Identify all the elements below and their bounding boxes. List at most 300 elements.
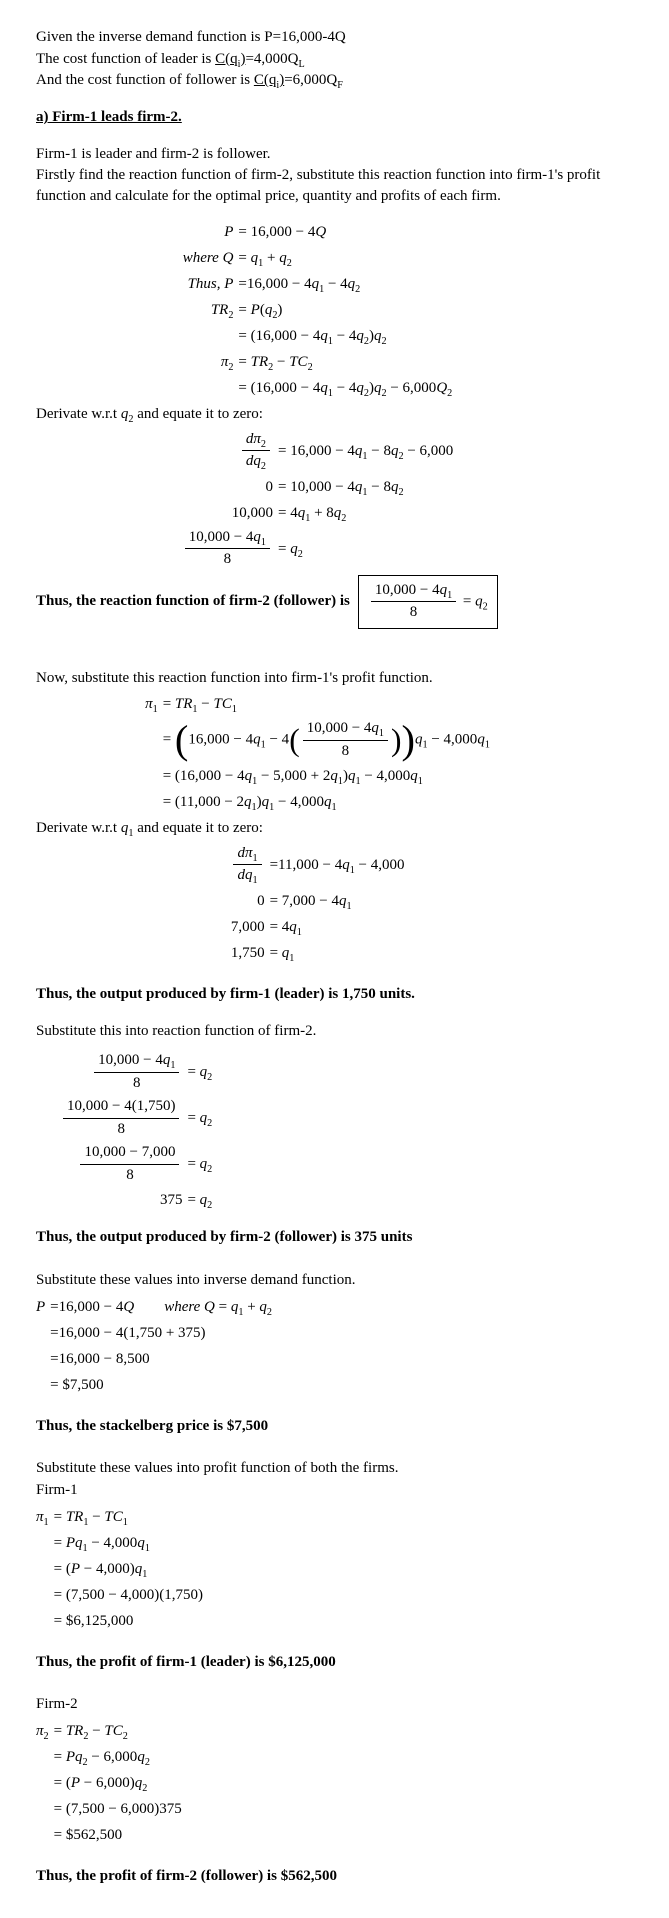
subscript: 2	[398, 486, 404, 498]
fraction-denominator	[242, 451, 270, 472]
text-run: − 4,000	[427, 731, 478, 748]
text-run: − 4	[265, 731, 290, 748]
spacer	[36, 1042, 635, 1046]
fraction-numerator	[94, 1051, 179, 1073]
subscript: 1	[305, 512, 311, 524]
subscript: 1	[260, 536, 266, 548]
fraction	[63, 1097, 179, 1139]
text-run: − 8	[367, 442, 391, 459]
italic-run: q	[230, 1298, 239, 1315]
text-run: =	[53, 1723, 66, 1740]
italic-run: q	[199, 1192, 208, 1209]
italic-run: Pq	[65, 1534, 83, 1551]
equation-lhs	[230, 914, 269, 940]
text-run: − 4,000)	[80, 1560, 135, 1577]
subscript: 1	[128, 828, 134, 840]
italic-run: π	[145, 696, 153, 713]
text-run: − 4,000	[360, 768, 411, 785]
subscript: F	[337, 80, 343, 92]
fraction-denominator	[233, 865, 261, 886]
equation-rhs	[54, 1744, 182, 1770]
italic-run: q	[477, 731, 485, 748]
text-run: 8	[126, 1166, 134, 1183]
text-run: − 4	[332, 379, 357, 396]
fraction	[185, 528, 270, 570]
equation-rhs	[50, 1372, 272, 1398]
subscript: 1	[289, 952, 295, 964]
equation-rhs	[54, 1530, 203, 1556]
equation-lhs	[182, 500, 278, 526]
italic-run: P	[250, 301, 260, 318]
italic-run: TR	[210, 301, 229, 318]
equation-rhs	[54, 1796, 182, 1822]
subscript: i	[276, 80, 280, 92]
spacer	[36, 1637, 635, 1651]
equation-rhs	[278, 500, 453, 526]
equation-lhs	[60, 1141, 187, 1187]
italic-run: q	[253, 731, 261, 748]
reaction-function-conclusion	[36, 575, 635, 629]
italic-run: q	[333, 504, 342, 521]
italic-run: q	[374, 327, 382, 344]
equation-rhs	[238, 349, 452, 375]
equation-lhs	[230, 842, 269, 888]
subscript: 1	[346, 900, 352, 912]
subscript: 1	[260, 739, 266, 751]
fraction-numerator	[233, 844, 261, 866]
equation-rhs	[163, 789, 490, 815]
text-run: + 8	[310, 504, 334, 521]
text-run: )	[240, 50, 246, 67]
subscript: 1	[269, 802, 275, 814]
subscript: L	[298, 58, 305, 70]
subscript: 2	[144, 1757, 150, 1769]
text-run: = $562,500	[53, 1827, 123, 1844]
text-run: =	[278, 540, 291, 557]
italic-run: P	[70, 1560, 80, 1577]
italic-run: q	[339, 892, 347, 909]
italic-run: q	[415, 731, 423, 748]
equation-rhs	[54, 1608, 203, 1634]
math-group	[145, 691, 490, 815]
italic-run: Q	[436, 379, 448, 396]
text-run: )	[369, 327, 374, 344]
subscript: 1	[331, 802, 337, 814]
italic-run: where Q	[182, 249, 234, 266]
italic-run: q	[259, 1298, 267, 1315]
text-run: =16,000 − 4(1,750 + 375)	[50, 1324, 206, 1341]
text-run: = (16,000 − 4	[238, 379, 321, 396]
text-run: = (7,500 − 6,000)375	[53, 1801, 182, 1818]
firm2-profit-conclusion	[36, 1866, 635, 1887]
math-group	[183, 219, 453, 401]
italic-run: P	[224, 223, 234, 240]
text-run: =6,000Q	[284, 72, 338, 89]
text-run: Thus, the output produced by firm-2 (follower) is 375 units	[36, 1229, 413, 1246]
text-run: and equate it to zero:	[133, 820, 263, 837]
math-group	[230, 842, 404, 966]
spacer	[36, 129, 635, 143]
italic-run: q	[311, 275, 320, 292]
equation-lhs	[183, 297, 239, 323]
italic-run: q	[281, 944, 290, 961]
math-group	[36, 1718, 182, 1848]
equation-lhs	[36, 1796, 54, 1822]
fraction	[242, 430, 270, 472]
spacer	[36, 1249, 635, 1269]
subscript: 1	[337, 776, 343, 788]
text-run: − 5,000 + 2	[257, 768, 331, 785]
fraction	[233, 844, 261, 886]
big-paren: (	[174, 716, 189, 762]
text-run: (	[259, 301, 265, 318]
spacer	[36, 969, 635, 983]
text-run: 375	[159, 1192, 183, 1209]
italic-run: dq	[245, 453, 261, 469]
italic-run: q	[354, 478, 363, 495]
big-paren: )	[391, 722, 402, 758]
text-run: −	[273, 353, 290, 370]
subscript: 2	[142, 1783, 148, 1795]
subscript: 1	[252, 875, 258, 887]
subscript: 2	[207, 1164, 213, 1176]
italic-run: q	[371, 720, 379, 737]
subscript: 2	[381, 335, 387, 347]
italic-run: q	[390, 478, 399, 495]
subscript: 1	[152, 704, 158, 716]
equation-lhs	[36, 1556, 54, 1582]
text-run: =	[162, 696, 175, 713]
text-run: Firm-1 is leader and firm-2 is follower.	[36, 145, 271, 162]
text-run: Thus, the profit of firm-1 (leader) is $6,125,000	[36, 1653, 336, 1670]
paragraph	[36, 668, 635, 689]
text-run: 10,000 − 4	[374, 581, 440, 598]
text-run: 10,000 − 4	[98, 1052, 163, 1069]
italic-run: q	[320, 327, 328, 344]
firm1-profit-conclusion	[36, 1652, 635, 1673]
subscript: 2	[260, 461, 266, 472]
equation-rhs	[270, 940, 405, 966]
italic-run: π	[220, 353, 229, 370]
equation-rhs	[187, 1187, 212, 1213]
text-run: =	[53, 1508, 66, 1525]
subscript: 2	[82, 1757, 88, 1769]
text-run: = 10,000 − 4	[278, 478, 355, 495]
italic-run: q	[137, 1749, 145, 1766]
subscript: 1	[258, 257, 264, 269]
italic-run: where Q	[164, 1298, 215, 1315]
text-run: Firm-1	[36, 1482, 78, 1498]
italic-run: q	[137, 1534, 145, 1551]
subscript: 2	[207, 1072, 213, 1084]
text-run: = 4	[269, 918, 290, 935]
subscript: 2	[341, 512, 347, 524]
text-run: =	[187, 1064, 200, 1081]
text-run: −	[88, 1508, 105, 1525]
text-run: 16,000 − 4	[188, 731, 254, 748]
fraction-denominator	[80, 1165, 179, 1186]
equation-lhs	[36, 1744, 54, 1770]
text-run: −	[197, 696, 214, 713]
spacer	[36, 1851, 635, 1865]
text-run: =	[53, 1534, 66, 1551]
equation-rhs	[54, 1822, 182, 1848]
subscript: 2	[268, 361, 274, 373]
equation-rhs	[54, 1770, 182, 1796]
italic-run: q	[244, 768, 253, 785]
text-run: Substitute this into reaction function of firm-2.	[36, 1022, 317, 1039]
subscript: 1	[144, 1542, 150, 1554]
equation-rhs	[278, 536, 453, 562]
subscript: 1	[319, 283, 325, 295]
equation-rhs	[270, 852, 405, 878]
italic-run: q	[264, 301, 273, 318]
italic-run: TC	[289, 353, 308, 370]
fraction-denominator	[63, 1119, 179, 1140]
equation-lhs	[36, 1718, 54, 1744]
text-run: − 4	[324, 275, 348, 292]
italic-run: Q	[123, 1298, 135, 1315]
italic-run: q	[162, 1052, 171, 1069]
italic-run: q	[356, 379, 364, 396]
text-run: Firstly find the reaction function of firm-2, substitute this reaction function into firm-1's profit function and calculate for the optimal price, quantity and profits of each firm.	[36, 167, 601, 205]
italic-run: q	[410, 768, 418, 785]
equation-rhs	[50, 1346, 272, 1372]
equation-lhs	[183, 219, 239, 245]
fraction-numerator	[80, 1143, 179, 1165]
text-run: Now, substitute this reaction function into firm-1's profit function.	[36, 669, 433, 686]
equation-lhs	[145, 789, 163, 815]
subscript: 2	[363, 335, 369, 347]
italic-run: q	[320, 379, 328, 396]
equation-rhs	[238, 245, 452, 271]
h-space	[134, 1294, 164, 1320]
equation-lhs	[36, 1504, 54, 1530]
text-run: = 16,000 − 4	[238, 223, 316, 240]
italic-run: dπ	[237, 844, 253, 861]
subscript: 1	[83, 1516, 89, 1528]
text-run: =16,000 − 4	[50, 1298, 124, 1315]
subscript: 2	[307, 361, 313, 373]
subscript: 1	[238, 1306, 244, 1318]
equation-rhs	[163, 691, 490, 717]
subscript: 1	[417, 776, 423, 788]
conclusion-text: Thus, the reaction function of firm-2 (follower) is	[36, 593, 350, 610]
text-run: 8	[341, 742, 350, 759]
italic-run: q	[475, 592, 483, 609]
text-run: =16,000 − 4	[238, 275, 312, 292]
text-run: 0	[257, 892, 265, 909]
paragraph	[36, 165, 635, 206]
subscript: 2	[363, 387, 369, 399]
subscript: 1	[447, 589, 453, 601]
subscript: 2	[297, 548, 303, 560]
italic-run: q	[354, 442, 363, 459]
text-run: =	[162, 731, 175, 748]
italic-run: q	[439, 581, 448, 598]
equation-rhs	[278, 438, 453, 464]
equation-rhs	[278, 474, 453, 500]
math-group	[36, 1504, 203, 1634]
italic-run: q	[261, 794, 270, 811]
subscript: 1	[251, 802, 257, 814]
italic-run: q	[134, 1560, 143, 1577]
subscript: 1	[122, 1516, 128, 1528]
text-run: The cost function of leader is	[36, 50, 216, 67]
subscript: 1	[170, 1060, 176, 1072]
text-run: = $6,125,000	[53, 1612, 134, 1629]
subscript: 1	[252, 852, 258, 864]
text-run: − 8	[367, 478, 391, 495]
equation-lhs	[183, 245, 239, 271]
equation-lhs	[183, 271, 239, 297]
text-run: )	[277, 301, 283, 318]
italic-run: q	[390, 442, 399, 459]
text-run: 10,000	[231, 504, 273, 521]
equation-rhs	[187, 1059, 212, 1085]
italic-run: Thus, P	[187, 275, 234, 292]
subscript: 1	[378, 728, 384, 740]
text-run: =	[214, 1298, 231, 1315]
text-run: 10,000 − 4	[306, 720, 372, 737]
equation-lhs	[145, 691, 163, 717]
subscript: 1	[231, 704, 237, 716]
text-run: − 4,000	[354, 856, 405, 873]
spacer	[36, 1401, 635, 1415]
text-run: 7,000	[230, 918, 265, 935]
text-run: = (16,000 − 4	[162, 768, 245, 785]
text-run: 8	[409, 604, 418, 620]
equation-rhs	[163, 763, 490, 789]
firm2-output-conclusion	[36, 1227, 635, 1248]
subscript: 1	[362, 486, 368, 498]
text-run: 8	[117, 1120, 125, 1137]
subscript: 1	[362, 450, 368, 462]
text-run: =	[459, 592, 476, 609]
subscript: 2	[122, 1731, 128, 1743]
spacer	[36, 1006, 635, 1020]
text-run: 10,000 − 7,000	[84, 1144, 176, 1161]
equation-lhs	[36, 1346, 50, 1372]
text-run: =	[53, 1749, 66, 1766]
text-run: And the cost function of follower is	[36, 72, 254, 89]
text-run: =	[187, 1110, 200, 1127]
italic-run: TR	[65, 1508, 84, 1525]
equation-lhs	[183, 349, 239, 375]
subscript: 2	[398, 450, 404, 462]
paragraph	[36, 818, 635, 839]
spacer	[36, 1437, 635, 1457]
subscript: 2	[272, 309, 278, 321]
italic-run: q	[330, 768, 338, 785]
equation-rhs	[270, 914, 405, 940]
equation-lhs	[36, 1770, 54, 1796]
paragraph	[36, 404, 635, 425]
text-run: +	[243, 1298, 260, 1315]
math-group	[60, 1049, 212, 1213]
equation-lhs	[182, 428, 278, 474]
given-demand-function	[36, 27, 635, 48]
subscript: 2	[447, 387, 453, 399]
equation-rhs	[238, 375, 452, 401]
text-run: Substitute these values into profit function of both the firms.	[36, 1460, 399, 1477]
italic-run: Q	[315, 223, 327, 240]
subscript: 1	[327, 335, 333, 347]
equation-rhs	[270, 888, 405, 914]
equation-lhs	[230, 888, 269, 914]
equation-rhs	[54, 1504, 203, 1530]
spacer	[36, 92, 635, 106]
firm1-label	[36, 1480, 635, 1501]
equation-lhs	[145, 727, 163, 753]
text-run: )	[369, 379, 374, 396]
paragraph	[36, 1270, 635, 1291]
equation-lhs	[36, 1320, 50, 1346]
text-run: = (7,500 − 4,000)(1,750)	[53, 1586, 204, 1603]
text-run: =	[269, 944, 282, 961]
text-run: − 4,000	[87, 1534, 138, 1551]
text-run: Thus, the profit of firm-2 (follower) is $562,500	[36, 1868, 337, 1885]
italic-run: q	[253, 528, 261, 545]
italic-run: π	[36, 1508, 44, 1525]
text-run: =	[238, 301, 251, 318]
text-run: Firm-2	[36, 1696, 78, 1713]
text-run: = (16,000 − 4	[238, 327, 321, 344]
subscript: 2	[482, 600, 488, 612]
text-run: C(q	[253, 72, 277, 89]
italic-run: q	[244, 794, 252, 811]
text-run: =	[238, 353, 251, 370]
big-paren: (	[289, 722, 300, 758]
text-run: = (11,000 − 2	[162, 794, 245, 811]
italic-run: q	[297, 504, 306, 521]
spacer	[36, 208, 635, 216]
equation-lhs	[182, 474, 278, 500]
fraction-denominator	[371, 602, 456, 623]
subscript: 2	[228, 361, 234, 373]
subscript: 1	[296, 926, 302, 938]
italic-run: TR	[65, 1723, 84, 1740]
equation-lhs	[60, 1049, 187, 1095]
equation-rhs	[238, 297, 452, 323]
equation-lhs	[36, 1372, 50, 1398]
paragraph	[36, 144, 635, 165]
italic-run: q	[290, 540, 298, 557]
subscript: 1	[142, 1568, 148, 1580]
equation-lhs	[183, 375, 239, 401]
equation-rhs	[238, 323, 452, 349]
fraction	[80, 1143, 179, 1185]
fraction	[94, 1051, 179, 1093]
paragraph	[36, 1021, 635, 1042]
subscript: 1	[422, 739, 428, 751]
subscript: 1	[82, 1542, 88, 1554]
subscript: 1	[484, 739, 490, 751]
text-run: − 4,000	[274, 794, 324, 811]
fraction-numerator	[303, 719, 388, 741]
italic-run: q	[342, 856, 350, 873]
subscript: 2	[83, 1731, 89, 1743]
equation-lhs	[60, 1187, 187, 1213]
fraction-denominator	[303, 741, 388, 762]
text-run: =11,000 − 4	[269, 856, 343, 873]
italic-run: q	[199, 1156, 208, 1173]
text-run: Thus, the stackelberg price is $7,500	[36, 1417, 269, 1434]
fraction-numerator	[242, 430, 270, 452]
text-run: Thus, the output produced by firm-1 (leader) is 1,750 units.	[36, 985, 415, 1002]
subscript: 2	[266, 1306, 272, 1318]
subscript: 1	[327, 387, 333, 399]
